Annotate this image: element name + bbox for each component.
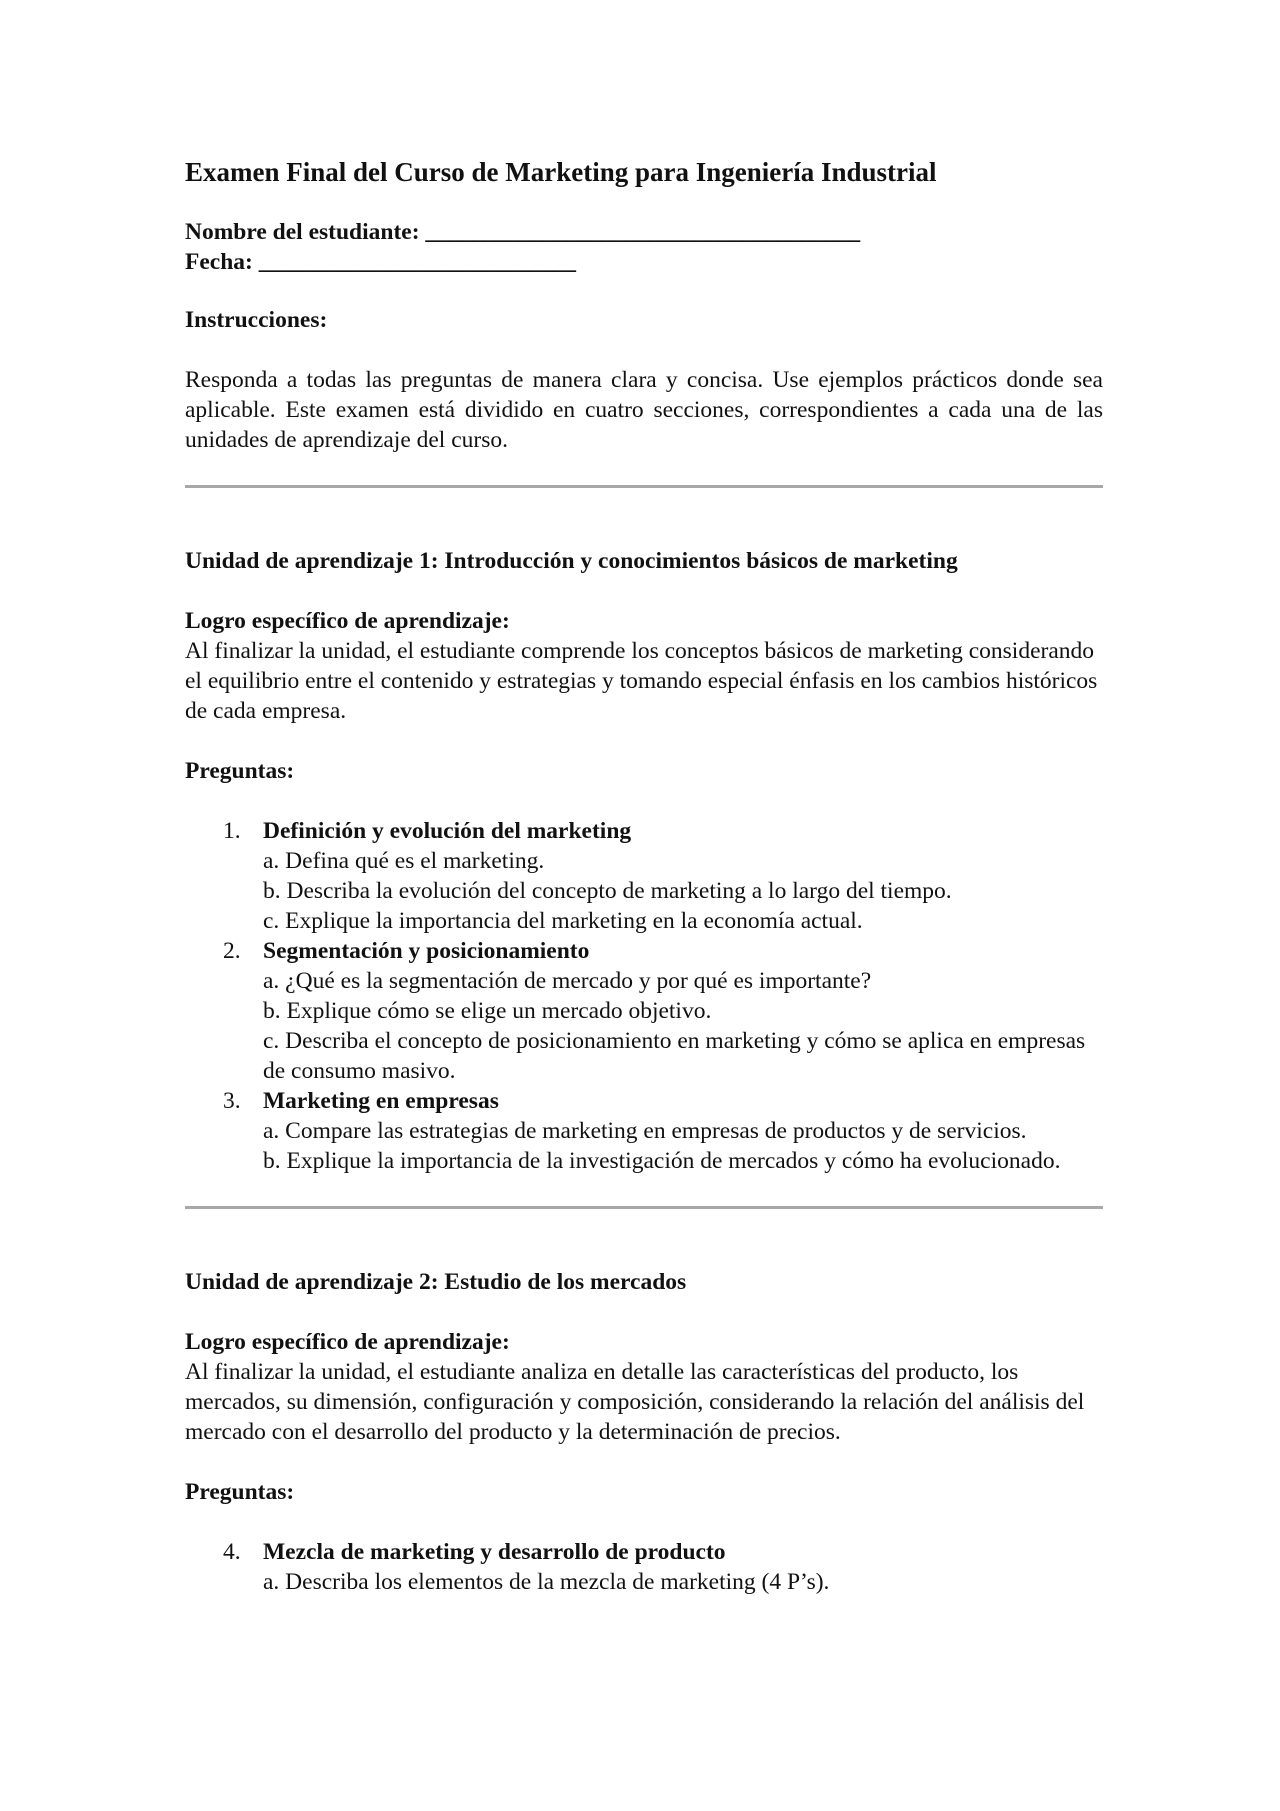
question-subitem: b. Explique cómo se elige un mercado objetivo. <box>263 998 712 1024</box>
question-number: 4. <box>223 1539 241 1565</box>
question-number: 3. <box>223 1088 241 1114</box>
document-title: Examen Final del Curso de Marketing para Ingeniería Industrial <box>185 157 937 187</box>
section-divider <box>185 1206 1103 1209</box>
date-field: Fecha: ___________________________ <box>185 249 576 275</box>
question-title: Segmentación y posicionamiento <box>263 938 590 964</box>
unit-1-goal-heading: Logro específico de aprendizaje: <box>185 608 510 634</box>
question-subitem: b. Describa la evolución del concepto de marketing a lo largo del tiempo. <box>263 878 952 904</box>
unit-2-goal-heading: Logro específico de aprendizaje: <box>185 1329 510 1355</box>
question-title: Definición y evolución del marketing <box>263 818 632 844</box>
student-name-field: Nombre del estudiante: _____________________________________ <box>185 219 861 245</box>
unit-2-section <box>185 1267 1103 1597</box>
unit-1-goal-text: Al finalizar la unidad, el estudiante comprende los conceptos básicos de marketing considerando el equilibrio entre el contenido y estrategias y tomando especial énfasis en los cambios históricos de cada empresa. <box>185 638 1098 724</box>
question-title: Mezcla de marketing y desarrollo de producto <box>263 1539 726 1565</box>
question-item <box>185 1086 1103 1176</box>
unit-1-heading: Unidad de aprendizaje 1: Introducción y conocimientos básicos de marketing <box>185 548 958 574</box>
question-subitem: c. Describa el concepto de posicionamiento en marketing y cómo se aplica en empresas de consumo masivo. <box>263 1028 1086 1084</box>
section-divider <box>185 485 1103 488</box>
unit-1-question-list <box>185 816 1103 1176</box>
question-number: 1. <box>223 818 241 844</box>
question-subitem: a. Describa los elementos de la mezcla de marketing (4 P’s). <box>263 1569 830 1595</box>
question-title: Marketing en empresas <box>263 1088 499 1114</box>
question-subitem: a. ¿Qué es la segmentación de mercado y por qué es importante? <box>263 968 872 994</box>
question-subitem: b. Explique la importancia de la investigación de mercados y cómo ha evolucionado. <box>263 1148 1061 1174</box>
question-item <box>185 816 1103 936</box>
question-subitem: c. Explique la importancia del marketing en la economía actual. <box>263 908 863 934</box>
unit-2-question-list <box>185 1537 1103 1597</box>
unit-1-section <box>185 546 1103 1176</box>
question-item <box>185 1537 1103 1597</box>
question-subitem: a. Compare las estrategias de marketing en empresas de productos y de servicios. <box>263 1118 1027 1144</box>
instructions-heading: Instrucciones: <box>185 307 328 333</box>
unit-2-questions-heading: Preguntas: <box>185 1479 295 1505</box>
instructions-text: Responda a todas las preguntas de manera clara y concisa. Use ejemplos prácticos donde sea aplicable. Este examen está dividido en cuatro secciones, correspondientes a cada una de las unidades de aprendizaje del curso. <box>185 367 1103 453</box>
question-item <box>185 936 1103 1086</box>
student-fields <box>185 217 1103 277</box>
unit-2-heading: Unidad de aprendizaje 2: Estudio de los mercados <box>185 1269 687 1295</box>
question-number: 2. <box>223 938 241 964</box>
unit-2-goal-text: Al finalizar la unidad, el estudiante analiza en detalle las características del producto, los mercados, su dimensión, configuración y composición, considerando la relación del análisis del mercado con el desarrollo del producto y la determinación de precios. <box>185 1359 1085 1445</box>
document-content <box>185 155 1103 1597</box>
question-subitem: a. Defina qué es el marketing. <box>263 848 545 874</box>
unit-1-questions-heading: Preguntas: <box>185 758 295 784</box>
